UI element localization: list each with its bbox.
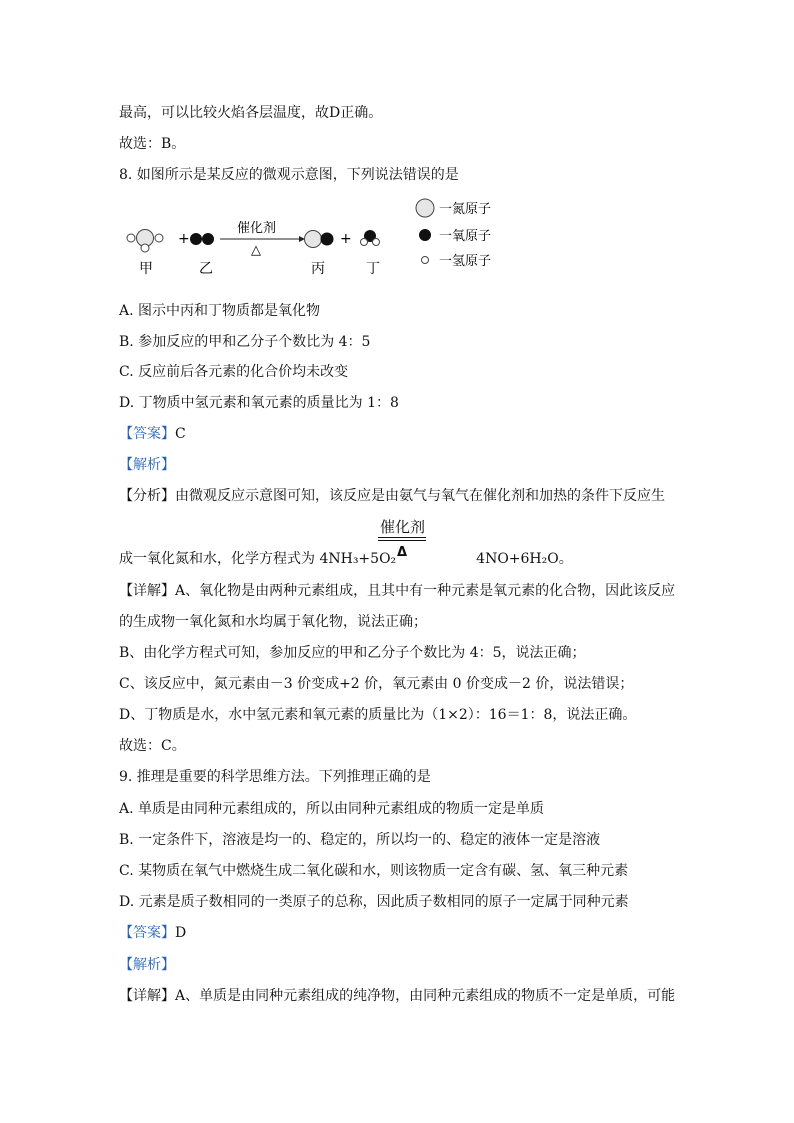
- equation-line: [119, 549, 573, 569]
- legend-hydrogen: 一氢原子: [439, 254, 492, 269]
- detail-line: [119, 986, 675, 1006]
- answer-tag: 【答案】: [119, 426, 175, 442]
- text-line: 的生成物一氧化氮和水均属于氧化物，说法正确；: [119, 614, 427, 630]
- legend-nitrogen: 一氮原子: [439, 202, 492, 217]
- question-8: 8. 如图所示是某反应的微观示意图，下列说法错误的是: [119, 167, 459, 183]
- option-d: D. 丁物质中氢元素和氧元素的质量比为 1：8: [119, 395, 399, 411]
- fenxi-line: [119, 486, 665, 506]
- analysis-tag: 【解析】: [119, 957, 175, 973]
- label-yi: 乙: [199, 261, 213, 277]
- answer-value: D: [175, 925, 187, 941]
- option-c: C. 某物质在氧气中燃烧生成二氧化碳和水，则该物质一定含有碳、氢、氧三种元素: [119, 863, 629, 879]
- text-line: 故选：B。: [119, 136, 186, 152]
- equation-heat: Δ: [397, 545, 408, 560]
- equation-double-line: [378, 540, 426, 541]
- catalyst-label: 催化剂: [237, 221, 277, 236]
- nitrogen-atom-icon: [416, 199, 434, 217]
- answer-line: [119, 923, 186, 943]
- analysis-line: [119, 455, 175, 475]
- answer-tag: 【答案】: [119, 925, 175, 941]
- molecule-ding: [361, 231, 380, 246]
- plus-sign: +: [178, 231, 190, 247]
- option-a: A. 图示中丙和丁物质都是氧化物: [119, 303, 321, 319]
- equation-products: 4NO+6H₂O。: [476, 551, 573, 567]
- analysis-line: [119, 955, 175, 975]
- equation-reactants: 成一氧化氮和水，化学方程式为 4NH₃+5O₂: [119, 551, 397, 567]
- fenxi-tag: 【分析】: [119, 488, 175, 504]
- detail-line: [119, 581, 675, 601]
- heat-symbol: △: [251, 243, 261, 258]
- option-d: D. 元素是质子数相同的一类原子的总称，因此质子数相同的原子一定属于同种元素: [119, 894, 629, 910]
- label-bing: 丙: [311, 261, 325, 277]
- answer-line: [119, 424, 186, 444]
- detail-text: A、单质是由同种元素组成的纯净物，由同种元素组成的物质不一定是单质，可能: [175, 988, 676, 1004]
- text-line: D、丁物质是水，水中氢元素和氧元素的质量比为（1×2）：16＝1：8，说法正确。: [119, 707, 637, 723]
- text-line: C、该反应中，氮元素由－3 价变成+2 价，氧元素由 0 价变成－2 价，说法错误；: [119, 676, 634, 692]
- reaction-diagram: [119, 194, 509, 284]
- plus-sign: +: [340, 231, 352, 247]
- label-ding: 丁: [366, 261, 380, 277]
- hydrogen-atom-icon: [422, 257, 429, 264]
- detail-tag: 【详解】: [119, 988, 175, 1004]
- option-b: B. 一定条件下，溶液是均一的、稳定的，所以均一的、稳定的液体一定是溶液: [119, 832, 601, 848]
- molecule-bing: [305, 231, 334, 248]
- detail-text: A、氧化物是由两种元素组成，且其中有一种元素是氧元素的化合物，因此该反应: [175, 583, 676, 599]
- fenxi-text: 由微观反应示意图可知，该反应是由氨气与氧气在催化剂和加热的条件下反应生: [175, 488, 665, 504]
- analysis-tag: 【解析】: [119, 457, 175, 473]
- equation-catalyst: 催化剂: [380, 518, 426, 536]
- equation-double-line: [378, 537, 426, 538]
- molecule-yi: [191, 234, 214, 245]
- oxygen-atom-icon: [420, 230, 431, 241]
- question-9: 9. 推理是重要的科学思维方法。下列推理正确的是: [119, 769, 431, 785]
- label-jia: 甲: [139, 261, 153, 277]
- answer-value: C: [175, 426, 186, 442]
- text-line: 故选：C。: [119, 738, 186, 754]
- molecule-jia: [127, 230, 163, 253]
- text-line: B、由化学方程式可知，参加反应的甲和乙分子个数比为 4：5，说法正确；: [119, 645, 586, 661]
- option-c: C. 反应前后各元素的化合价均未改变: [119, 364, 349, 380]
- option-b: B. 参加反应的甲和乙分子个数比为 4：5: [119, 334, 371, 350]
- legend-oxygen: 一氧原子: [439, 229, 492, 244]
- text-line: 最高，可以比较火焰各层温度，故D正确。: [119, 105, 383, 121]
- legend: [416, 199, 491, 269]
- detail-tag: 【详解】: [119, 583, 175, 599]
- option-a: A. 单质是由同种元素组成的，所以由同种元素组成的物质一定是单质: [119, 801, 545, 817]
